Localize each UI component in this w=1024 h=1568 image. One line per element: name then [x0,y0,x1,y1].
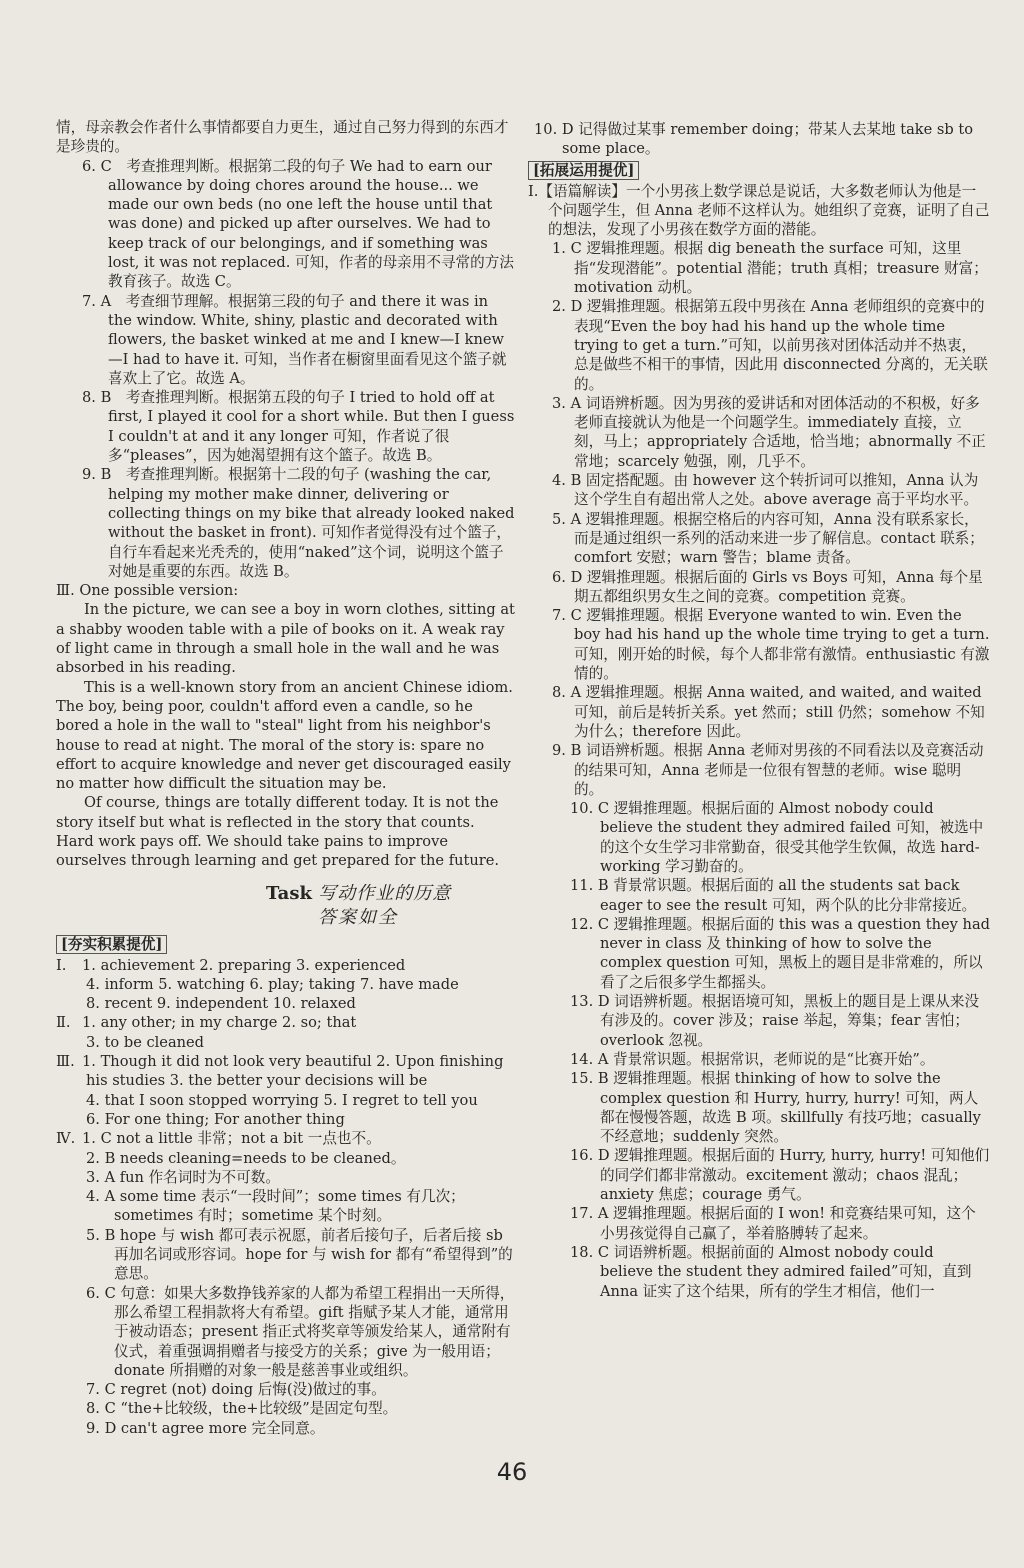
answer-row: 18. C 词语辨析题。根据前面的 Almost nobody could believe the student they admired failed”可知，直到 Anna 证实了这个结果，所有的学生才相信，他们一 [570,1243,972,1300]
answer-row: 10. C 逻辑推理题。根据后面的 Almost nobody could believe the student they admired failed 可知，被选中的这个女生学习非常勤奋，很受其他学生钦佩，故选 hard-working 学习勤奋的。 [570,800,984,875]
answer-row: 7. C regret (not) doing 后悔(没)做过的事。 [86,1381,386,1399]
section-header: [拓展运用提优] [528,161,639,180]
section-I [56,956,516,1014]
answer-row: 8. A 逻辑推理题。根据 Anna waited, and waited, and waited 可知，前后是转折关系。yet 然而；still 仍然；somehow 不知为什么；therefore 因此。 [552,684,985,740]
answer-row: 12. C 逻辑推理题。根据后面的 this was a question they had never in class 及 thinking of how to solve the complex question 可知，黑板上的题目是非常难的，所以看了之后很多学生都摇头。 [570,915,990,991]
answer-row: 13. D 词语辨析题。根据语境可知，黑板上的题目是上课从来没有涉及的。cover 涉及；raise 举起，筹集；fear 害怕；overlook 忽视。 [570,993,980,1049]
essay-paragraph: In the picture, we can see a boy in worn clothes, sitting at a shabby wooden table with a pile of books on it. A weak ray of light came in through a small hole in the wall and he was absorbed in his reading. [56,601,515,677]
answer-row: 6. C 句意：如果大多数挣钱养家的人都为希望工程捐出一天所得，那么希望工程捐款将大有希望。gift 指赋予某人才能，通常用于被动语态；present 指正式将奖章等颁发给某人，通常附有仪式，着重强调捐赠者与接受方的关系；give 为一般用语；donate 所捐赠的对象一般是慈善事业或组织。 [86,1284,515,1379]
answer-row: 5. A 逻辑推理题。根据空格后的内容可知，Anna 没有联系家长，而是通过组织一系列的活动来进一步了解信息。contact 联系；comfort 安慰；warn 警告；blame 责备。 [552,510,984,567]
answer-row: 3. to be cleaned [86,1033,205,1051]
answer-row: 11. B 背景常识题。根据后面的 all the students sat back eager to see the result 可知，两个队的比分非常接近。 [570,877,977,914]
answer-row: 3. A fun 作名词时为不可数。 [86,1168,280,1186]
section-IV [56,1129,516,1438]
answer-row: 17. A 逻辑推理题。根据后面的 I won! 和竞赛结果可知，这个小男孩觉得自己赢了，举着胳膊转了起来。 [570,1205,976,1242]
answer-row: 4. that I soon stopped worrying 5. I regret to tell you [86,1091,478,1109]
answer-row: 1. achievement 2. preparing 3. experienced [82,956,406,974]
answer-row: 9. B 词语辨析题。根据 Anna 老师对男孩的不同看法以及竞赛活动的结果可知，Anna 老师是一位很有智慧的老师。wise 聪明的。 [552,742,984,798]
section-label: Ⅲ. One possible version: [56,582,239,600]
answer-row: 14. A 背景常识题。根据常识，老师说的是“比赛开始”。 [570,1050,935,1068]
answer-row: 15. B 逻辑推理题。根据 thinking of how to solve the complex question 和 Hurry, hurry, hurry! 可知，两人都在慢慢答题，故选 B 项。skillfully 有技巧地；casually 不经意地；suddenly 突然。 [570,1070,981,1146]
handwritten-note: 写动作业的历意 [318,882,452,904]
right-column [528,120,990,1301]
reading-intro [528,182,990,240]
answer-row: 1. Though it did not look very beautiful 2. Upon finishing his studies 3. the better your decisions will be [82,1053,504,1090]
answer-row: 4. B 固定搭配题。由 however 这个转折词可以推知，Anna 认为这个学生自有超出常人之处。above average 高于平均水平。 [552,472,979,509]
roman-label: Ⅱ. [56,1014,71,1032]
answer-row: 2. D 逻辑推理题。根据第五段中男孩在 Anna 老师组织的竞赛中的表现“Even the boy had his hand up the whole time trying to get a turn.”可知，以前男孩对团体活动并不热衷，总是做些不相干的事情，因此用 disconnected 分离的，无关联的。 [552,298,988,393]
item-explanation: 考查推理判断。根据第二段的句子 We had to earn our allowance by doing chores around the house... we made our own beds (no one left the house until that was done) and picked up after ourselves. We had to keep track of our belongings, and if something was lost, it was not replaced. 可知，作者的母亲用不寻常的方法教育孩子。故选 C。 [108,157,514,291]
item-text: 7. A [82,292,112,310]
answer-row: 8. C “the+比较级，the+比较级”是固定句型。 [86,1400,398,1418]
item-explanation: 考查细节理解。根据第三段的句子 and there it was in the window. White, shiny, plastic and decorated with flowers, the basket winked at me and I knew—I knew—I had to have it. 可知，当作者在橱窗里面看见这个篮子就喜欢上了它。故选 A。 [108,292,507,387]
answer-row: 4. inform 5. watching 6. play; taking 7. have made [86,975,459,993]
answer-row: 8. recent 9. independent 10. relaxed [86,995,356,1013]
item-text: 6. C [82,157,112,175]
answer-row: 1. any other; in my charge 2. so; that [82,1014,357,1032]
roman-label: Ⅳ. [56,1130,76,1148]
answer-row: 3. A 词语辨析题。因为男孩的爱讲话和对团体活动的不积极，好多老师直接就认为他是一个问题学生。immediately 直接，立刻，马上；appropriately 合适地，恰当地；abnormally 不正常地；scarcely 勉强，刚，几乎不。 [552,394,986,470]
left-column [56,118,516,1438]
item-text: 8. B [82,389,112,407]
item-text: 9. B [82,466,112,484]
answer-row: 6. D 逻辑推理题。根据后面的 Girls vs Boys 可知，Anna 每个星期五都组织男女生之间的竞赛。competition 竞赛。 [552,568,983,605]
essay-paragraph: Of course, things are totally different today. It is not the story itself but what is reflected in the story that counts. Hard work pays off. We should take pains to improve ourselves through learning and get prepared for the future. [56,794,500,870]
answer-item [56,465,516,581]
section-II [56,1013,516,1052]
item-explanation: 考查推理判断。根据第五段的句子 I tried to hold off at first, I played it cool for a short while. But then I guess I couldn't at and it any longer 可知，作者说了很多“pleases”，因为她渴望拥有这个篮子。故选 B。 [108,389,515,465]
page-number: 46 [496,1458,528,1486]
roman-label: Ⅲ. [56,1053,75,1071]
answer-row: 1. C 逻辑推理题。根据 dig beneath the surface 可知，这里指“发现潜能”。potential 潜能；truth 真相；treasure 财富；motivation 动机。 [552,240,988,297]
intro-text: 一个小男孩上数学课总是说话，大多数老师认为他是一个问题学生，但 Anna 老师不这样认为。她组织了竞赛，证明了自己的想法，发现了小男孩在数学方面的潜能。 [548,182,990,239]
answer-item [56,388,516,465]
answer-row: 6. For one thing; For another thing [86,1110,345,1128]
item-explanation: 考查推理判断。根据第十二段的句子 (washing the car, helping my mother make dinner, delivering or collecting things on my bike that already looked naked without the basket in front). 可知作者觉得没有过个篮子，自行车看起来光秃秃的，使用“naked”这个词，说明这个篮子对她是重要的东西。故选 B。 [108,466,515,580]
handwritten-note-2: 答案如全 [318,906,398,928]
section-header: [夯实积累提优] [56,935,167,954]
answer-row: 10. D 记得做过某事 remember doing；带某人去某地 take sb to some place。 [534,121,974,158]
answer-item [56,292,516,388]
section-III [56,1052,516,1129]
answer-item [56,157,516,292]
intro-label: Ⅰ.【语篇解读】 [528,182,626,200]
answer-row: 5. B hope 与 wish 都可表示祝愿，前者后接句子，后者后接 sb 再加名词或形容词。hope for 与 wish for 都有“希望得到”的意思。 [86,1226,513,1283]
essay-paragraph: This is a well-known story from an ancient Chinese idiom. The boy, being poor, couldn't afford even a candle, so he bored a hole in the wall to "steal" light from his neighbor's house to read at night. The moral of the story is: spare no effort to acquire knowledge and never get discouraged easily no matter how difficult the situation may be. [56,678,513,793]
answer-row: 16. D 逻辑推理题。根据后面的 Hurry, hurry, hurry! 可知他们的同学们都非常激动。excitement 激动；chaos 混乱；anxiety 焦虑；courage 勇气。 [570,1147,990,1204]
answer-row: 9. D can't agree more 完全同意。 [86,1419,325,1437]
roman-label: Ⅰ. [56,956,67,974]
answer-row: 4. A some time 表示“一段时间”；some times 有几次；sometimes 有时；sometime 某个时刻。 [86,1188,465,1225]
answer-row: 7. C 逻辑推理题。根据 Everyone wanted to win. Even the boy had his hand up the whole time trying to get a turn. 可知，刚开始的时候，每个人都非常有激情。enthusiastic 有激情的。 [552,607,990,683]
task-label: Task [266,882,312,904]
answer-row: 2. B needs cleaning=needs to be cleaned。 [86,1149,406,1167]
continued-text: 情，母亲教会作者什么事情都要自力更生，通过自己努力得到的东西才是珍贵的。 [56,119,509,156]
answer-row: 1. C not a little 非常；not a bit 一点也不。 [82,1130,381,1148]
task-heading [266,883,516,905]
